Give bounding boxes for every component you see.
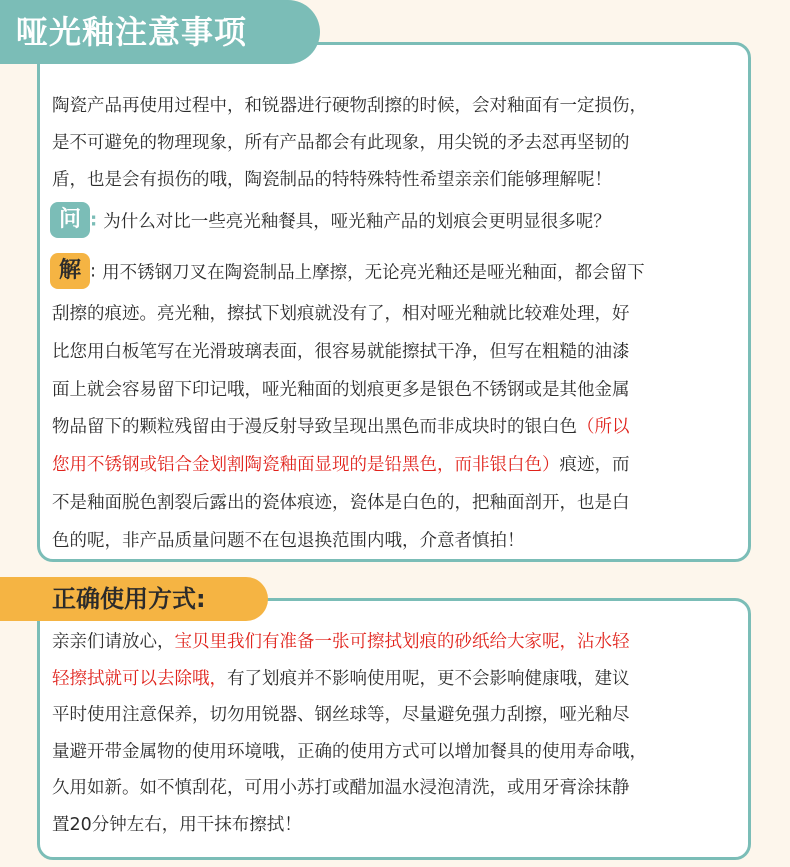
question-text: 为什么对比一些亮光釉餐具，哑光釉产品的划痕会更明显很多呢？ xyxy=(103,211,611,232)
usage-text: 亲亲们请放心， xyxy=(52,632,175,652)
intro-line: 是不可避免的物理现象，所有产品都会有此现象，用尖锐的矛去怼再坚韧的 xyxy=(52,133,630,153)
answer-line xyxy=(52,409,742,447)
question-badge: 问 xyxy=(50,202,90,238)
usage-line: 久用如新。如不慎刮花，可用小苏打或醋加温水浸泡清洗，或用牙膏涂抹静 xyxy=(52,778,630,798)
question-colon: : xyxy=(90,209,98,231)
usage-line: 平时使用注意保养，切勿用锐器、钢丝球等，尽量避免强力刮擦，哑光釉尽 xyxy=(52,705,630,725)
answer-text: 痕迹，而 xyxy=(559,455,630,476)
usage-section-title: 正确使用方式: xyxy=(0,577,268,621)
answer-line: 比您用白板笔写在光滑玻璃表面，很容易就能擦拭干净，但写在粗糙的油漆 xyxy=(52,341,630,362)
usage-line: 置20分钟左右，用干抹布擦拭！ xyxy=(52,814,302,835)
usage-highlight: 宝贝里我们有准备一张可擦拭划痕的砂纸给大家呢，沾水轻 xyxy=(174,632,630,652)
intro-paragraph xyxy=(52,88,742,199)
usage-line: 量避开带金属物的使用环境哦，正确的使用方式可以增加餐具的使用寿命哦， xyxy=(52,741,647,762)
answer-line: 色的呢，非产品质量问题不在包退换范围内哦，介意者慎拍！ xyxy=(52,530,525,551)
usage-highlight: 轻擦拭就可以去除哦， xyxy=(52,668,227,689)
intro-line: 陶瓷产品再使用过程中，和锐器进行硬物刮擦的时候，会对釉面有一定损伤， xyxy=(52,96,647,116)
answer-colon: : xyxy=(90,260,97,282)
answer-first-line: 用不锈钢刀叉在陶瓷制品上摩擦，无论亮光釉还是哑光釉面，都会留下 xyxy=(102,262,645,283)
answer-row xyxy=(50,253,645,291)
answer-highlight: 您用不锈钢或铝合金划割陶瓷釉面显现的是铅黑色，而非银白色） xyxy=(52,455,560,476)
usage-paragraph xyxy=(52,624,742,843)
question-row xyxy=(50,202,611,240)
answer-line: 刮擦的痕迹。亮光釉，擦拭下划痕就没有了，相对哑光釉就比较难处理，好 xyxy=(52,304,630,324)
answer-highlight: （所以 xyxy=(577,417,630,438)
answer-paragraph xyxy=(52,296,742,561)
answer-text: 物品留下的颗粒残留由于漫反射导致呈现出黑色而非成块时的银白色 xyxy=(52,417,577,438)
usage-line xyxy=(52,624,742,661)
intro-line: 盾，也是会有损伤的哦，陶瓷制品的特特殊特性希望亲亲们能够理解呢！ xyxy=(52,170,612,190)
usage-line xyxy=(52,661,742,698)
answer-line xyxy=(52,447,742,485)
usage-text: 有了划痕并不影响使用呢，更不会影响健康哦，建议 xyxy=(227,668,630,689)
answer-line: 面上就会容易留下印记哦，哑光釉面的划痕更多是银色不锈钢或是其他金属 xyxy=(52,379,630,400)
page-title: 哑光釉注意事项 xyxy=(0,0,320,64)
answer-line: 不是釉面脱色割裂后露出的瓷体痕迹，瓷体是白色的，把釉面剖开，也是白 xyxy=(52,492,630,513)
answer-badge: 解 xyxy=(50,253,90,289)
